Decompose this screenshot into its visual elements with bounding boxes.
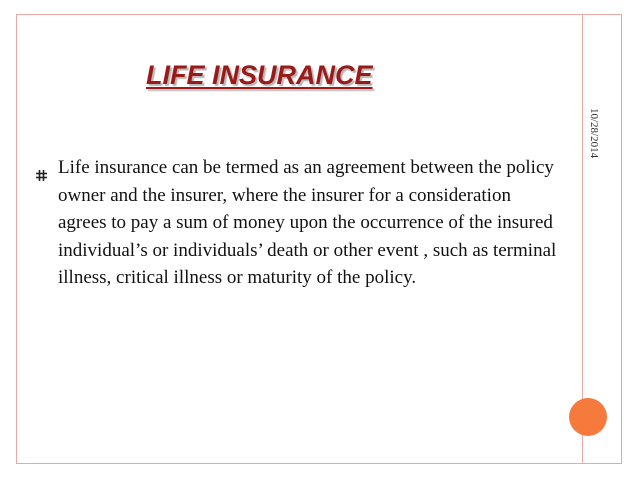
slide-body-text: Life insurance can be termed as an agreement between the policy owner and the insurer, where the insurer for a consideration agrees to pay a sum of money upon the occurrence of the insured individual’s or individuals’ death or other event , such as terminal illness, critical illness or maturity of the policy. [58,157,557,288]
accent-circle [569,398,607,436]
slide-side-divider [582,14,583,464]
slide-title: LIFE INSURANCE [146,60,373,90]
slide-date: 10/28/2014 [588,108,600,159]
hash-bullet-icon [36,170,47,181]
